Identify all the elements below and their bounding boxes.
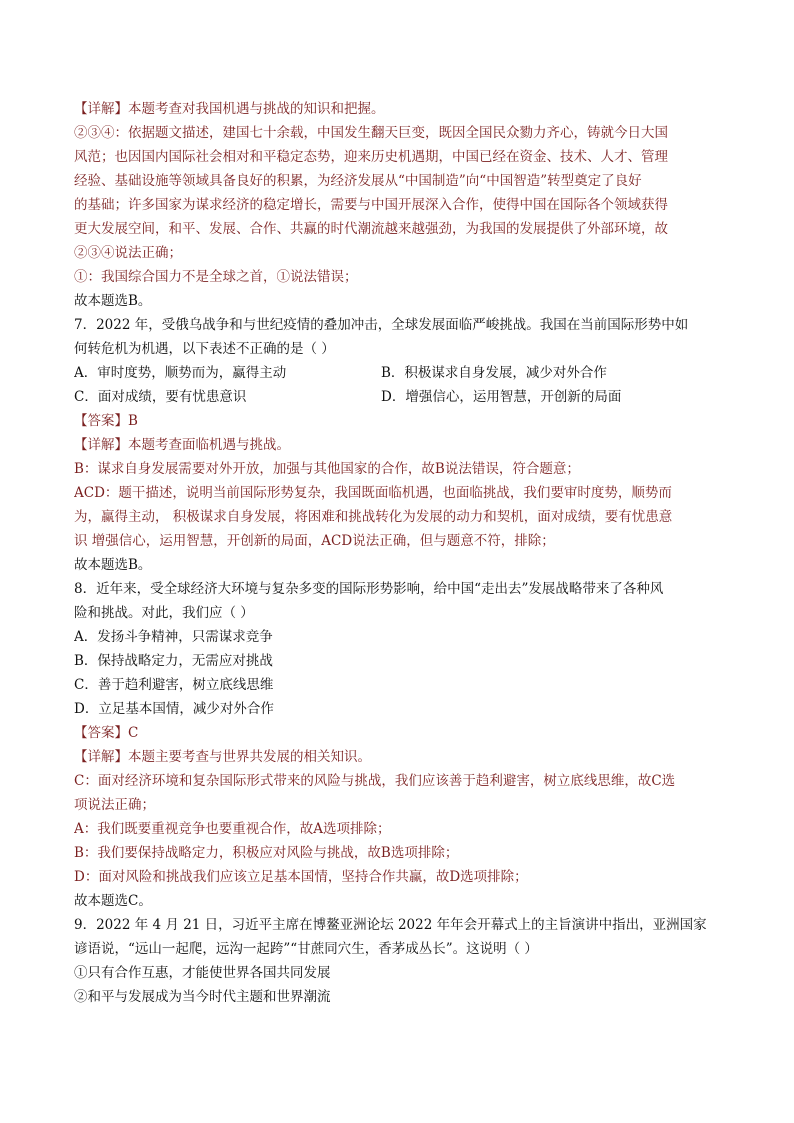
question-9-stem: 9．2022 年 4 月 21 日，习近平主席在博鳌亚洲论坛 2022 年年会开幕式上的主旨演讲中指出，亚洲国家 [74,917,707,933]
analysis-heading-q8: 【详解】本题主要考查与世界共发展的相关知识。 [74,749,371,765]
option-b: B．保持战略定力，无需应对挑战 [74,653,273,669]
analysis-text: 的基础；许多国家为谋求经济的稳定增长，需要与中国开展深入合作，使得中国在国际各个领域获得 [74,197,668,213]
analysis-text: ACD：题干描述，说明当前国际形势复杂，我国既面临机遇，也面临挑战，我们要审时度势，顺势而 [74,485,672,501]
analysis-text: ②③④说法正确； [74,245,182,261]
question-9-stem: 谚语说，“远山一起爬，远沟一起跨”“甘蔗同穴生，香茅成丛长”。这说明（ ） [74,941,538,957]
analysis-text: 更大发展空间，和平、发展、合作、共赢的时代潮流越来越强劲，为我国的发展提供了外部环境，故 [74,221,668,237]
question-7-stem: 7．2022 年，受俄乌战争和与世纪疫情的叠加冲击，全球发展面临严峻挑战。我国在当前国际形势中如 [74,317,689,333]
question-7-stem: 何转危机为机遇，以下表述不正确的是（ ） [74,341,335,357]
option-a: A．审时度势，顺势而为，赢得主动 [74,365,287,381]
analysis-heading-q7: 【详解】本题考查面临机遇与挑战。 [74,437,290,453]
analysis-text: 识 增强信心，运用智慧，开创新的局面，ACD说法正确，但与题意不符，排除； [74,533,555,549]
option-b: B．积极谋求自身发展，减少对外合作 [381,365,607,381]
answer-label: 【答案】C [74,725,139,741]
analysis-text: B：我们要保持战略定力，积极应对风险与挑战，故B选项排除； [74,845,459,861]
option-c: C．面对成绩，要有忧患意识 [74,389,247,405]
analysis-text: 为，赢得主动， 积极谋求自身发展，将困难和挑战转化为发展的动力和契机，面对成绩，要有忧患意 [74,509,673,525]
analysis-text: B：谋求自身发展需要对外开放，加强与其他国家的合作，故B说法错误，符合题意； [74,461,580,477]
option-a: A．发扬斗争精神，只需谋求竞争 [74,629,273,645]
statement-1: ①只有合作互惠，才能使世界各国共同发展 [74,965,331,981]
conclusion-text: 故本题选B。 [74,557,152,573]
analysis-text: C：面对经济环境和复杂国际形式带来的风险与挑战，我们应该善于趋利避害，树立底线思维，故C选 [74,773,676,789]
option-c: C．善于趋利避害，树立底线思维 [74,677,274,693]
analysis-heading-q6: 【详解】本题考查对我国机遇与挑战的知识和把握。 [74,101,385,117]
question-8-stem: 险和挑战。对此，我们应（ ） [74,605,254,621]
statement-2: ②和平与发展成为当今时代主题和世界潮流 [74,989,331,1005]
option-d: D．立足基本国情，减少对外合作 [74,701,274,717]
analysis-text: 经验、基础设施等领域具备良好的积累，为经济发展从“中国制造”向“中国智造”转型奠定了良好 [74,173,642,189]
option-d: D．增强信心，运用智慧，开创新的局面 [381,389,622,405]
answer-label: 【答案】B [74,413,138,429]
analysis-text: 项说法正确； [74,797,155,813]
analysis-text: D：面对风险和挑战我们应该立足基本国情，坚持合作共赢，故D选项排除； [74,869,528,885]
conclusion-text: 故本题选C。 [74,893,152,909]
analysis-text: ①：我国综合国力不是全球之首，①说法错误； [74,269,358,285]
question-8-stem: 8．近年来，受全球经济大环境与复杂多变的国际形势影响，给中国“走出去”发展战略带来了各种风 [74,581,664,597]
analysis-text: 风范；也因国内国际社会相对和平稳定态势，迎来历史机遇期，中国已经在资金、技术、人才、管理 [74,149,668,165]
analysis-text: ②③④：依据题文描述，建国七十余载，中国发生翻天巨变，既因全国民众勠力齐心，铸就今日大国 [74,125,668,141]
conclusion-text: 故本题选B。 [74,293,152,309]
analysis-text: A：我们既要重视竞争也要重视合作，故A选项排除； [74,821,391,837]
